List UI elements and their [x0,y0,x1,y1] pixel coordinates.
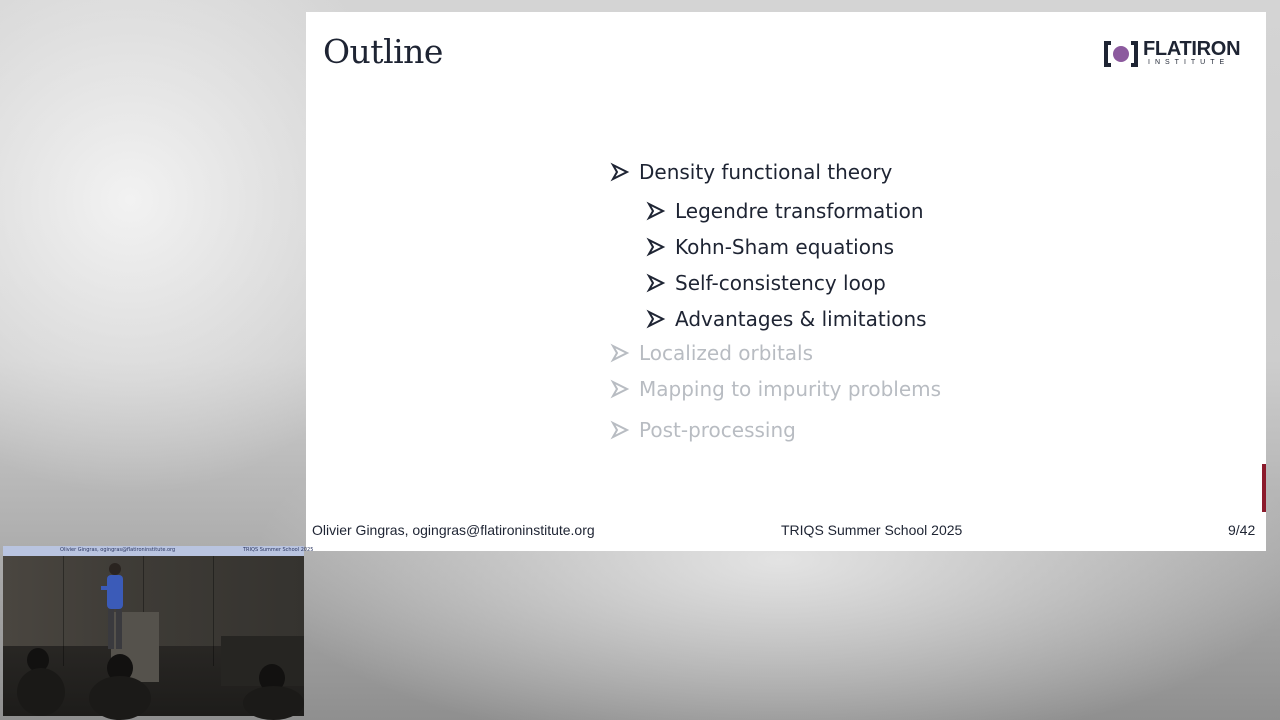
footer-page-number: 9/42 [1228,522,1256,538]
outline-item-mapping [611,377,941,401]
outline-item-post-processing [611,418,796,442]
outline-item-dft [611,160,892,184]
arrowhead-bullet-icon [647,310,665,328]
outline-item-label: Post-processing [639,418,796,442]
arrowhead-bullet-icon [647,202,665,220]
logo-wordmark: FLATIRON [1143,38,1241,60]
outline-item-label: Kohn-Sham equations [675,235,895,259]
arrowhead-bullet-icon [647,274,665,292]
audience-member [17,668,65,716]
audience-member [243,686,304,720]
camera-projection-screen [3,546,314,556]
logo-subtitle: INSTITUTE [1148,59,1230,66]
audience-member [89,676,151,720]
arrowhead-bullet-icon [611,163,629,181]
speaker-figure [93,560,133,660]
wall-panel-line [213,556,214,666]
outline-item-label: Mapping to impurity problems [639,377,942,401]
arrowhead-bullet-icon [611,421,629,439]
outline-item-label: Self-consistency loop [675,271,886,295]
outline-item-label: Legendre transformation [675,199,924,223]
outline-item-advantages [647,307,927,331]
wall-panel-line [63,556,64,666]
footer-author: Olivier Gingras, ogingras@flatironinstitute.org [312,522,595,538]
outline-item-label: Localized orbitals [639,341,814,365]
arrowhead-bullet-icon [611,380,629,398]
outline-item-localized-orbitals [611,341,813,365]
camera-screen-event: TRIQS Summer School 2025 [243,547,314,553]
outline-item-kohn-sham [647,235,894,259]
footer-event: TRIQS Summer School 2025 [781,522,963,538]
slide-edge-marker [1262,464,1266,512]
camera-screen-author: Olivier Gingras, ogingras@flatironinstitute.org [60,547,176,553]
presentation-slide [306,12,1266,551]
outline-item-self-consistency [647,271,886,295]
outline-item-label: Advantages & limitations [675,307,927,331]
outline-list [306,12,1266,551]
slide-title: Outline [323,32,443,71]
outline-item-legendre [647,199,924,223]
arrowhead-bullet-icon [647,238,665,256]
arrowhead-bullet-icon [611,344,629,362]
speaker-camera-view [3,546,314,716]
outline-item-label: Density functional theory [639,160,893,184]
